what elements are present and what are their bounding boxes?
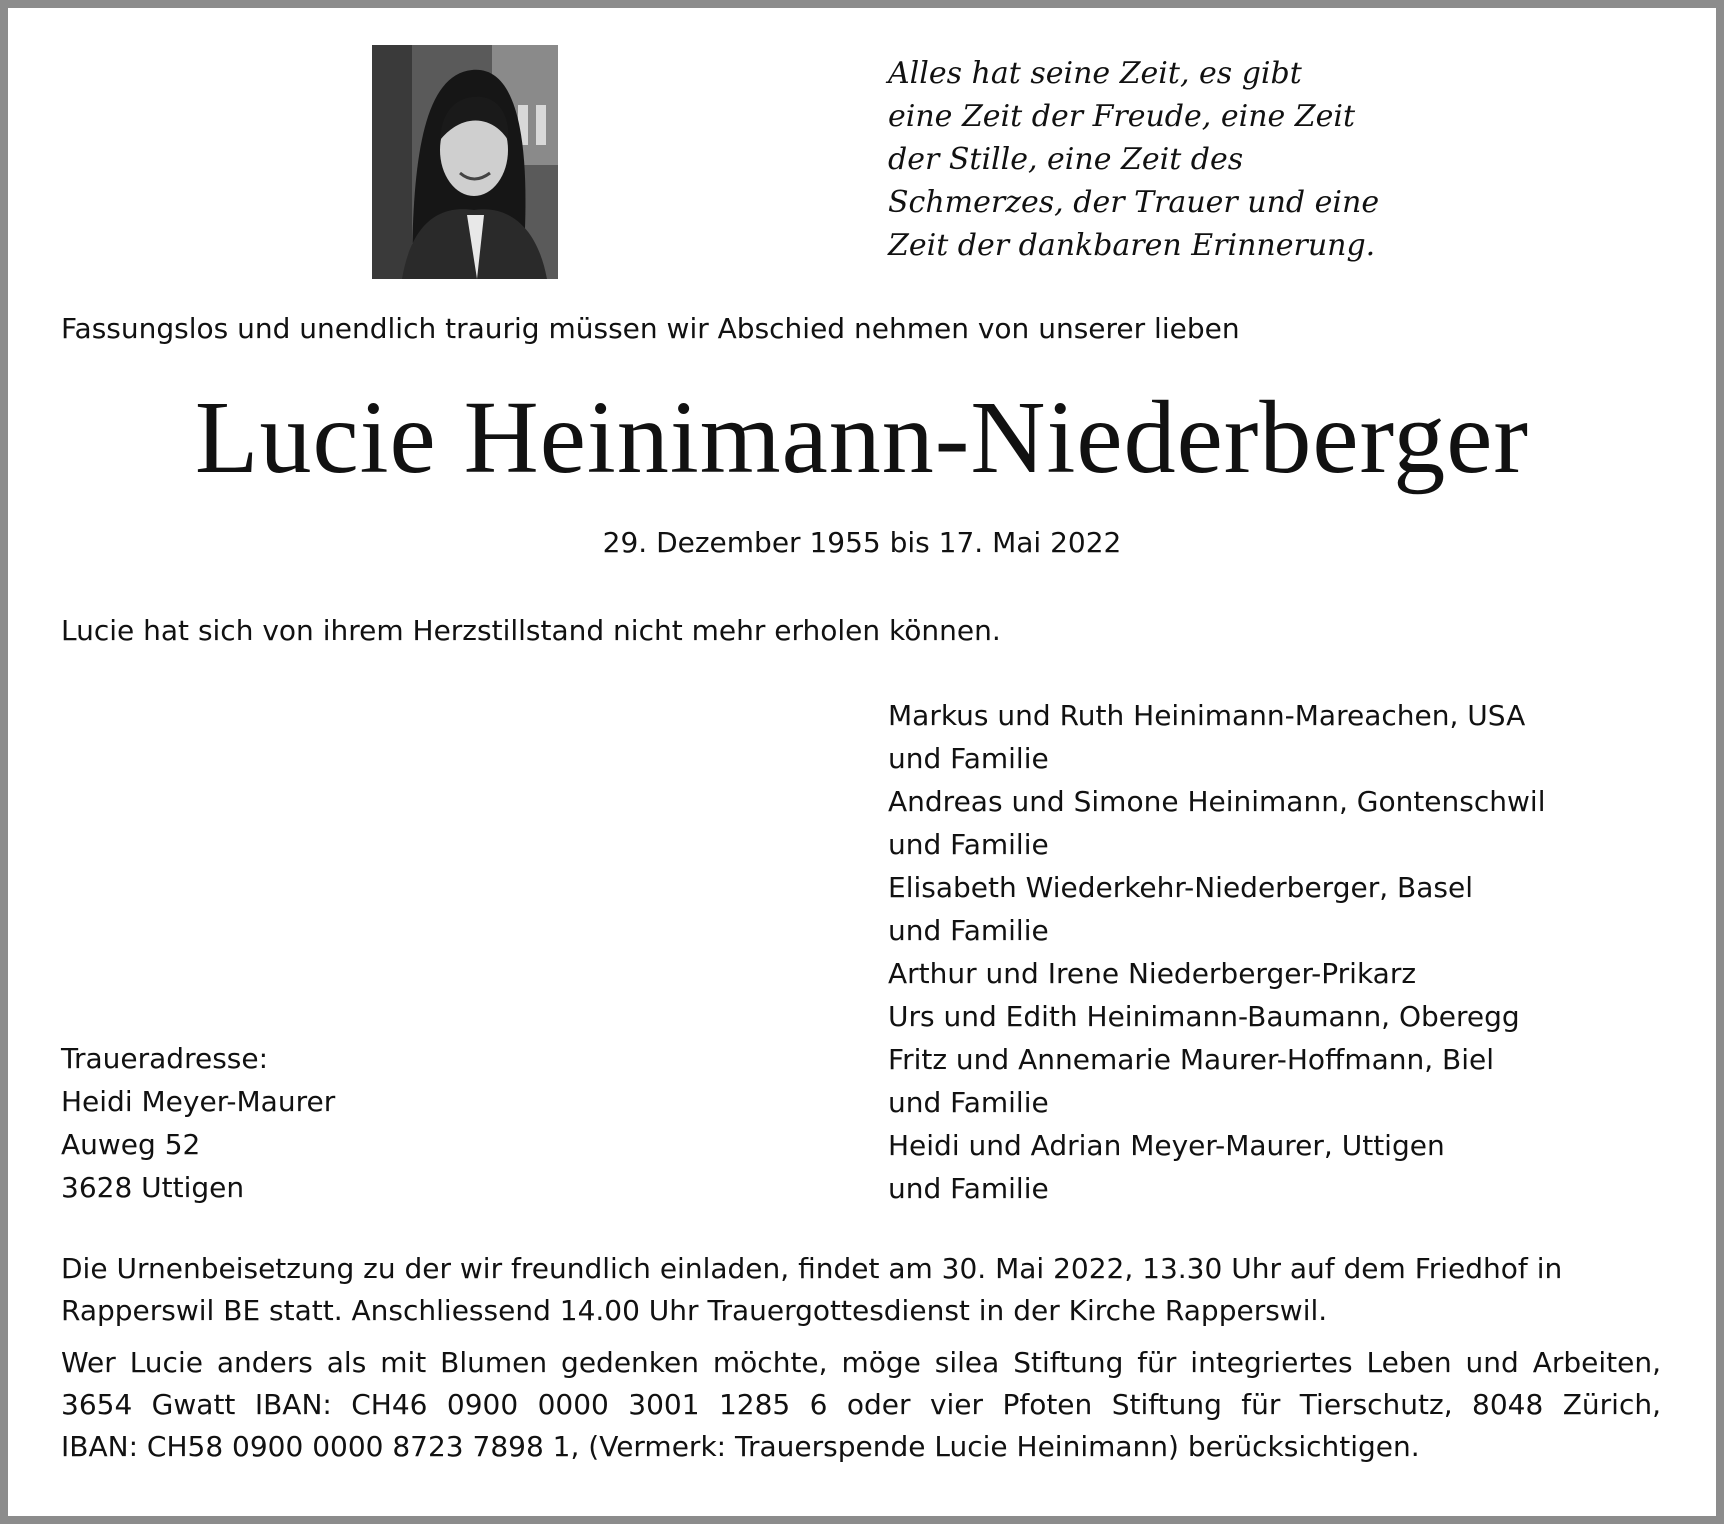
portrait-image — [372, 45, 558, 279]
motto-line: der Stille, eine Zeit des — [888, 142, 1244, 177]
ceremony-line: Rapperswil BE statt. Anschliessend 14.00 Uhr Trauergottesdienst in der Kirche Rapperswil. — [61, 1294, 1328, 1327]
donation-line: 3654 Gwatt IBAN: CH46 0900 0000 3001 1285 6 oder vier Pfoten Stiftung für Tierschutz, 8048 Zürich, — [61, 1388, 1661, 1421]
motto-line: Alles hat seine Zeit, es gibt — [888, 56, 1302, 91]
motto-line: Schmerzes, der Trauer und eine — [888, 185, 1380, 220]
address-street: Auweg 52 — [61, 1128, 201, 1161]
deceased-name: Lucie Heinimann-Niederberger — [194, 380, 1530, 495]
address-label: Traueradresse: — [61, 1042, 269, 1075]
mourner-line: Andreas und Simone Heinimann, Gontenschwil — [888, 785, 1546, 818]
intro-text: Fassungslos und unendlich traurig müssen wir Abschied nehmen von unserer lieben — [61, 312, 1240, 345]
mourner-line: und Familie — [888, 914, 1049, 947]
obituary-page — [8, 8, 1716, 1516]
donation-line: Wer Lucie anders als mit Blumen gedenken möchte, möge silea Stiftung für integriertes Leben und Arbeiten, — [61, 1346, 1661, 1379]
mourner-line: Markus und Ruth Heinimann-Mareachen, USA — [888, 699, 1526, 732]
motto-line: eine Zeit der Freude, eine Zeit — [888, 99, 1356, 134]
ceremony-line: Die Urnenbeisetzung zu der wir freundlich einladen, findet am 30. Mai 2022, 13.30 Uhr auf dem Friedhof in — [61, 1252, 1563, 1285]
life-dates: 29. Dezember 1955 bis 17. Mai 2022 — [602, 526, 1122, 559]
portrait-photo — [372, 45, 558, 279]
mourner-line: Fritz und Annemarie Maurer-Hoffmann, Biel — [888, 1043, 1495, 1076]
mourner-line: und Familie — [888, 1086, 1049, 1119]
donation-line: IBAN: CH58 0900 0000 8723 7898 1, (Vermerk: Trauerspende Lucie Heinimann) berücksichtigen. — [61, 1430, 1420, 1463]
donation-paragraph — [61, 1342, 1661, 1468]
cause-note: Lucie hat sich von ihrem Herzstillstand nicht mehr erholen können. — [61, 614, 1001, 647]
address-city: 3628 Uttigen — [61, 1171, 245, 1204]
mourning-address — [61, 1037, 335, 1209]
mourner-line: und Familie — [888, 828, 1049, 861]
mourner-line: Heidi und Adrian Meyer-Maurer, Uttigen — [888, 1129, 1445, 1162]
mourner-line: Arthur und Irene Niederberger-Prikarz — [888, 957, 1417, 990]
mourners-list — [888, 694, 1545, 1210]
ceremony-paragraph — [61, 1248, 1661, 1332]
mourner-line: und Familie — [888, 1172, 1049, 1205]
motto-line: Zeit der dankbaren Erinnerung. — [888, 228, 1376, 263]
mourner-line: Urs und Edith Heinimann-Baumann, Oberegg — [888, 1000, 1520, 1033]
motto-quote — [888, 52, 1448, 267]
address-name: Heidi Meyer-Maurer — [61, 1085, 336, 1118]
mourner-line: Elisabeth Wiederkehr-Niederberger, Basel — [888, 871, 1473, 904]
mourner-line: und Familie — [888, 742, 1049, 775]
